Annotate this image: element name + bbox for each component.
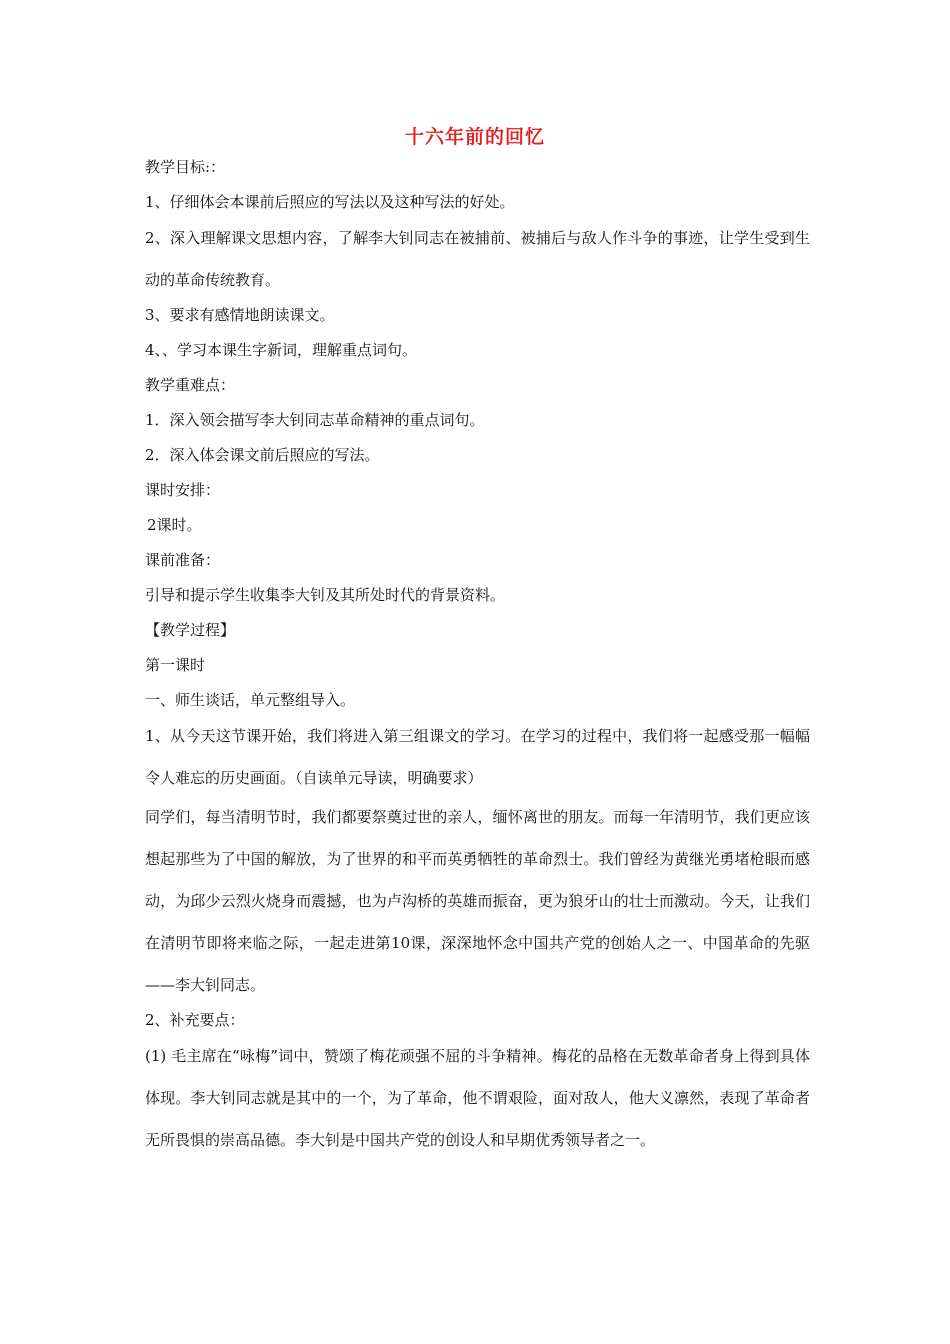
body-paragraph: (1) 毛主席在“咏梅”词中，赞颂了梅花顽强不屈的斗争精神。梅花的品格在无数革命者身上得到具体体现。李大钊同志就是其中的一个，为了革命，他不谓艰险，面对敌人，他大义凛然，表现了革命者无所畏惧的崇高品德。李大钊是中国共产党的创设人和早期优秀领导者之一。 [145, 1047, 810, 1149]
objective-item: 4、、学习本课生字新词，理解重点词句。 [145, 341, 418, 359]
section-heading-process: 【教学过程】 [145, 621, 236, 639]
section-heading-preparation: 课前准备： [145, 551, 221, 569]
objective-item: 3、要求有感情地朗读课文。 [145, 306, 335, 324]
key-point-item: 2．深入体会课文前后照应的写法。 [145, 446, 380, 464]
document-title: 十六年前的回忆 [404, 126, 545, 148]
body-paragraph: 同学们，每当清明节时，我们都要祭奠过世的亲人，缅怀离世的朋友。而每一年清明节，我们更应该想起那些为了中国的解放，为了世界的和平而英勇牺牲的革命烈士。我们曾经为黄继光勇堵枪眼而感动，为邱少云烈火烧身而震撼，也为卢沟桥的英雄而振奋，更为狼牙山的壮士而激动。今天，让我们在清明节即将来临之际，一起走进第10课，深深地怀念中国共产党的创始人之一、中国革命的先驱——李大钊同志。 [145, 808, 810, 994]
section-heading-objectives: 教学目标:： [145, 158, 226, 176]
step-heading: 2、补充要点： [145, 1011, 245, 1029]
preparation-text: 引导和提示学生收集李大钊及其所处时代的背景资料。 [145, 586, 506, 604]
section-heading-key-points: 教学重难点： [145, 376, 236, 394]
objective-item: 1、仔细体会本课前后照应的写法以及这种写法的好处。 [145, 193, 515, 211]
lesson-heading: 第一课时 [145, 656, 206, 674]
key-point-item: 1．深入领会描写李大钊同志革命精神的重点词句。 [145, 411, 485, 429]
schedule-value: 2课时。 [147, 516, 202, 534]
body-paragraph: 1、从今天这节课开始，我们将进入第三组课文的学习。在学习的过程中，我们将一起感受那一幅幅令人难忘的历史画面。（自读单元导读，明确要求） [145, 727, 810, 787]
document-body [145, 150, 810, 1158]
objective-item: 2、深入理解课文思想内容，了解李大钊同志在被捕前、被捕后与敌人作斗争的事迹，让学生受到生动的革命传统教育。 [145, 229, 810, 289]
section-heading-schedule: 课时安排： [145, 481, 221, 499]
step-heading: 一、师生谈话，单元整组导入。 [145, 691, 356, 709]
